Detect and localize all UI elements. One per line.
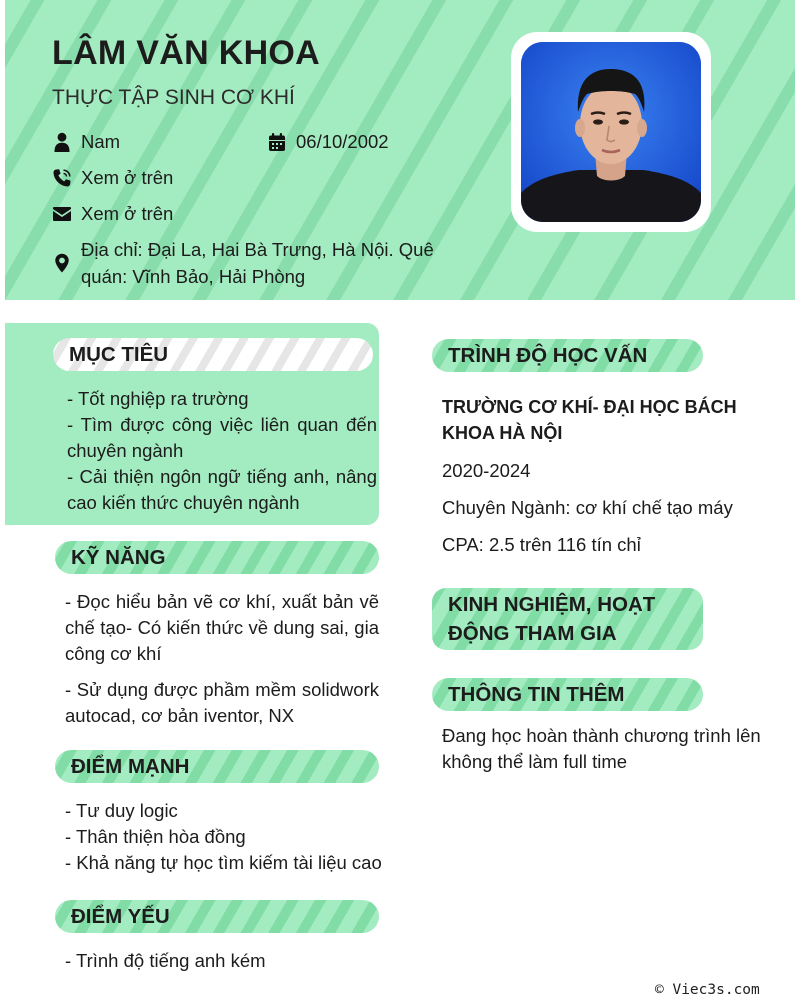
education-details [442,394,762,558]
school-name: TRƯỜNG CƠ KHÍ- ĐẠI HỌC BÁCH KHOA HÀ NỘI [442,397,737,443]
address-value: Địa chỉ: Đại La, Hai Bà Trưng, Hà Nội. Quê quán: Vĩnh Bảo, Hải Phòng [81,239,434,287]
location-pin-icon [52,236,72,290]
email-row [52,200,173,227]
experience-heading: KINH NGHIỆM, HOẠT ĐỘNG THAM GIA [432,588,703,650]
objective-heading: MỤC TIÊU [53,338,373,371]
education-major: Chuyên Ngành: cơ khí chế tạo máy [442,497,733,518]
objective-list [67,386,377,516]
list-item: - Đọc hiểu bản vẽ cơ khí, xuất bản vẽ chế tạo- Có kiến thức về dung sai, gia công cơ khí [65,591,379,664]
list-item: - Sử dụng được phầm mềm solidwork autocad, cơ bản iventor, NX [65,679,379,726]
weaknesses-heading: ĐIỂM YẾU [55,900,379,933]
job-title: THỰC TẬP SINH CƠ KHÍ [52,86,295,109]
candidate-name: LÂM VĂN KHOA [52,34,321,72]
list-item: - Tư duy logic [65,800,178,821]
list-item: - Tìm được công việc liên quan đến chuyên ngành [67,414,377,461]
gender-value: Nam [81,131,121,152]
phone-value: Xem ở trên [81,167,174,188]
education-gpa: CPA: 2.5 trên 116 tín chỉ [442,534,641,555]
strengths-heading: ĐIỂM MẠNH [55,750,379,783]
skills-heading: KỸ NĂNG [55,541,379,574]
gender-row [52,128,120,155]
list-item: - Trình độ tiếng anh kém [65,950,266,971]
profile-photo [521,42,701,222]
education-heading: TRÌNH ĐỘ HỌC VẤN [432,339,703,372]
additional-info-text: Đang học hoàn thành chương trình lên không thể làm full time [442,725,761,772]
strengths-list [65,798,385,876]
profile-photo-frame [511,32,711,232]
list-item: - Tốt nghiệp ra trường [67,388,249,409]
calendar-icon [267,128,287,155]
header-banner [5,0,795,300]
watermark: © Viec3s.com [655,982,760,998]
email-value: Xem ở trên [81,203,174,224]
address-row [52,236,472,290]
phone-icon [52,164,72,191]
weaknesses-list [65,948,385,974]
list-item: - Khả năng tự học tìm kiếm tài liệu cao [65,852,382,873]
mail-icon [52,200,72,227]
additional-info-heading: THÔNG TIN THÊM [432,678,703,711]
birthdate-value: 06/10/2002 [296,131,389,152]
skills-list [65,589,379,729]
list-item: - Thân thiện hòa đồng [65,826,246,847]
list-item: - Cải thiện ngôn ngữ tiếng anh, nâng cao kiến thức chuyên ngành [67,466,377,513]
user-icon [52,128,72,155]
phone-row [52,164,173,191]
education-years: 2020-2024 [442,460,531,481]
birthdate-row [267,128,389,155]
